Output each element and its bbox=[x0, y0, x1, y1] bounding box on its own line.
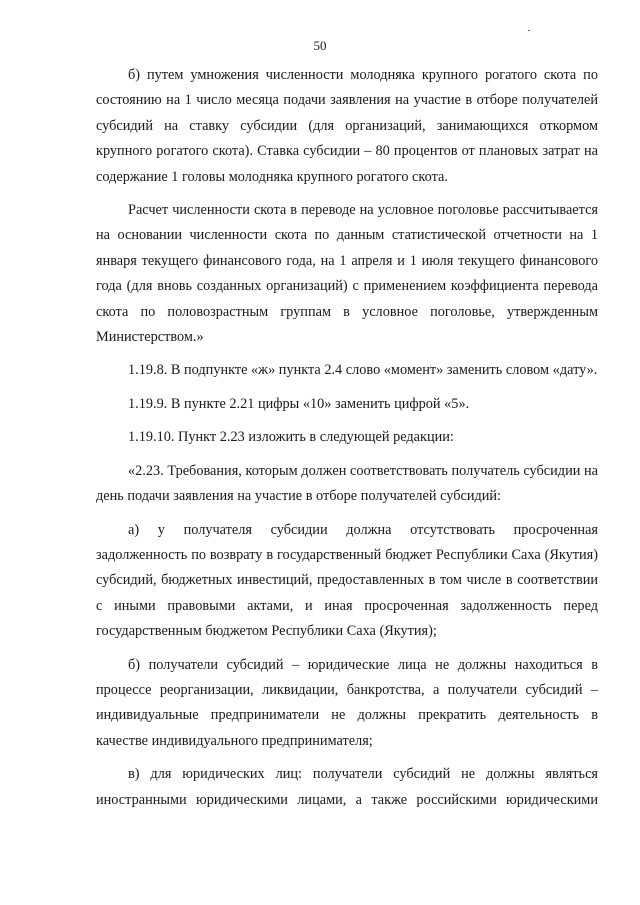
paragraph-2-23-requirements: «2.23. Требования, которым должен соответствовать получатель субсидии на день подачи заявления на участие в отборе получателей субсидий: bbox=[96, 462, 598, 505]
page-number: 50 bbox=[313, 38, 327, 53]
paragraph-livestock-count: Расчет численности скота в переводе на условное поголовье рассчитывается на основании численности скота по данным статистической отчетности на 1 января текущего финансового года, на 1 апреля и 1 июля текущего финансового года (для вновь созданных организаций) с применением коэффициента перевода скота по половозрастным группам в условное поголовье, утвержденным Министерством.» bbox=[96, 202, 598, 346]
paragraph-rate-calculation-b: б) путем умножения численности молодняка крупного рогатого скота по состоянию на 1 число месяца подачи заявления на участие в отборе получателей субсидий на ставку субсидии (для организаций, занимающихся откормом крупного рогатого скота). Ставка субсидии – 80 процентов от плановых затрат на содержание 1 головы молодняка крупного рогатого скота. bbox=[96, 67, 598, 185]
paragraph-1-19-8: 1.19.8. В подпункте «ж» пункта 2.4 слово «момент» заменить словом «дату». bbox=[128, 362, 598, 379]
paragraph-requirement-a: а) у получателя субсидии должна отсутствовать просроченная задолженность по возврату в государственный бюджет Республики Саха (Якутия) субсидий, бюджетных инвестиций, предоставленных в том числе в соответствии с иными правовыми актами, и иная просроченная задолженность перед государственным бюджетом Республики Саха (Якутия); bbox=[96, 521, 598, 640]
scan-speck bbox=[528, 30, 530, 31]
paragraph-1-19-10: 1.19.10. Пункт 2.23 изложить в следующей редакции: bbox=[128, 429, 454, 446]
paragraph-1-19-9: 1.19.9. В пункте 2.21 цифры «10» заменить цифрой «5». bbox=[128, 395, 470, 412]
document-body bbox=[96, 63, 598, 821]
paragraph-requirement-b: б) получатели субсидий – юридические лица не должны находиться в процессе реорганизации, ликвидации, банкротства, а получатели субсидий – индивидуальные предприниматели не должны прекратить деятельность в качестве индивидуального предпринимателя; bbox=[96, 656, 598, 749]
paragraph-requirement-v: в) для юридических лиц: получатели субсидий не должны являться иностранными юридическими лицами, а также российскими юридическими bbox=[96, 766, 598, 808]
